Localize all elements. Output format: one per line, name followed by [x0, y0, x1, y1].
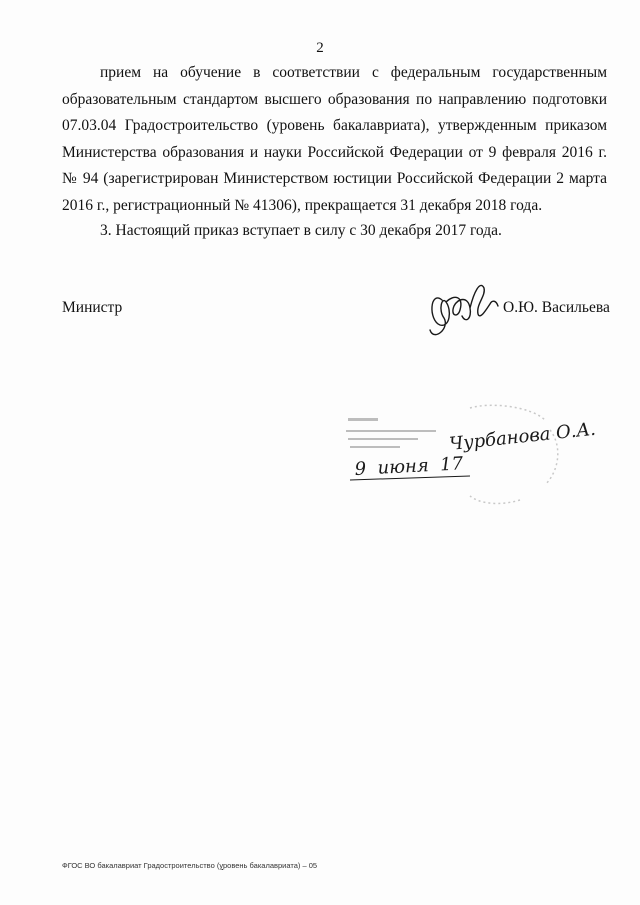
signatory-title: Министр — [62, 299, 123, 316]
signatory-name: О.Ю. Васильева — [503, 299, 610, 316]
footer-document-id: ФГОС ВО бакалавриат Градостроительство (уровень бакалавриата) – 05 — [62, 861, 318, 870]
stamp-handwritten-date: 9 июня 17 — [354, 453, 464, 480]
approval-stamp — [340, 400, 597, 510]
stamp-handwritten-name: Чурбанова О.А. — [448, 418, 597, 455]
body-paragraph: прием на обучение в соответствии с федеральным государственным образовательным стандартом высшего образования по направлению подготовки 07.03.04 Градостроительство (уровень бакалавриата), утвержденным приказом Министерства образования и науки Российской Федерации от 9 февраля 2016 г. № 94 (зарегистрирован Министерством юстиции Российской Федерации 2 марта 2016 г., регистрационный № 41306), прекращается 31 декабря 2018 года. — [62, 64, 607, 214]
page-number: 2 — [316, 40, 324, 56]
body-paragraph-effective-date: 3. Настоящий приказ вступает в силу с 30 декабря 2017 года. — [100, 222, 502, 239]
signature-image — [420, 270, 510, 350]
